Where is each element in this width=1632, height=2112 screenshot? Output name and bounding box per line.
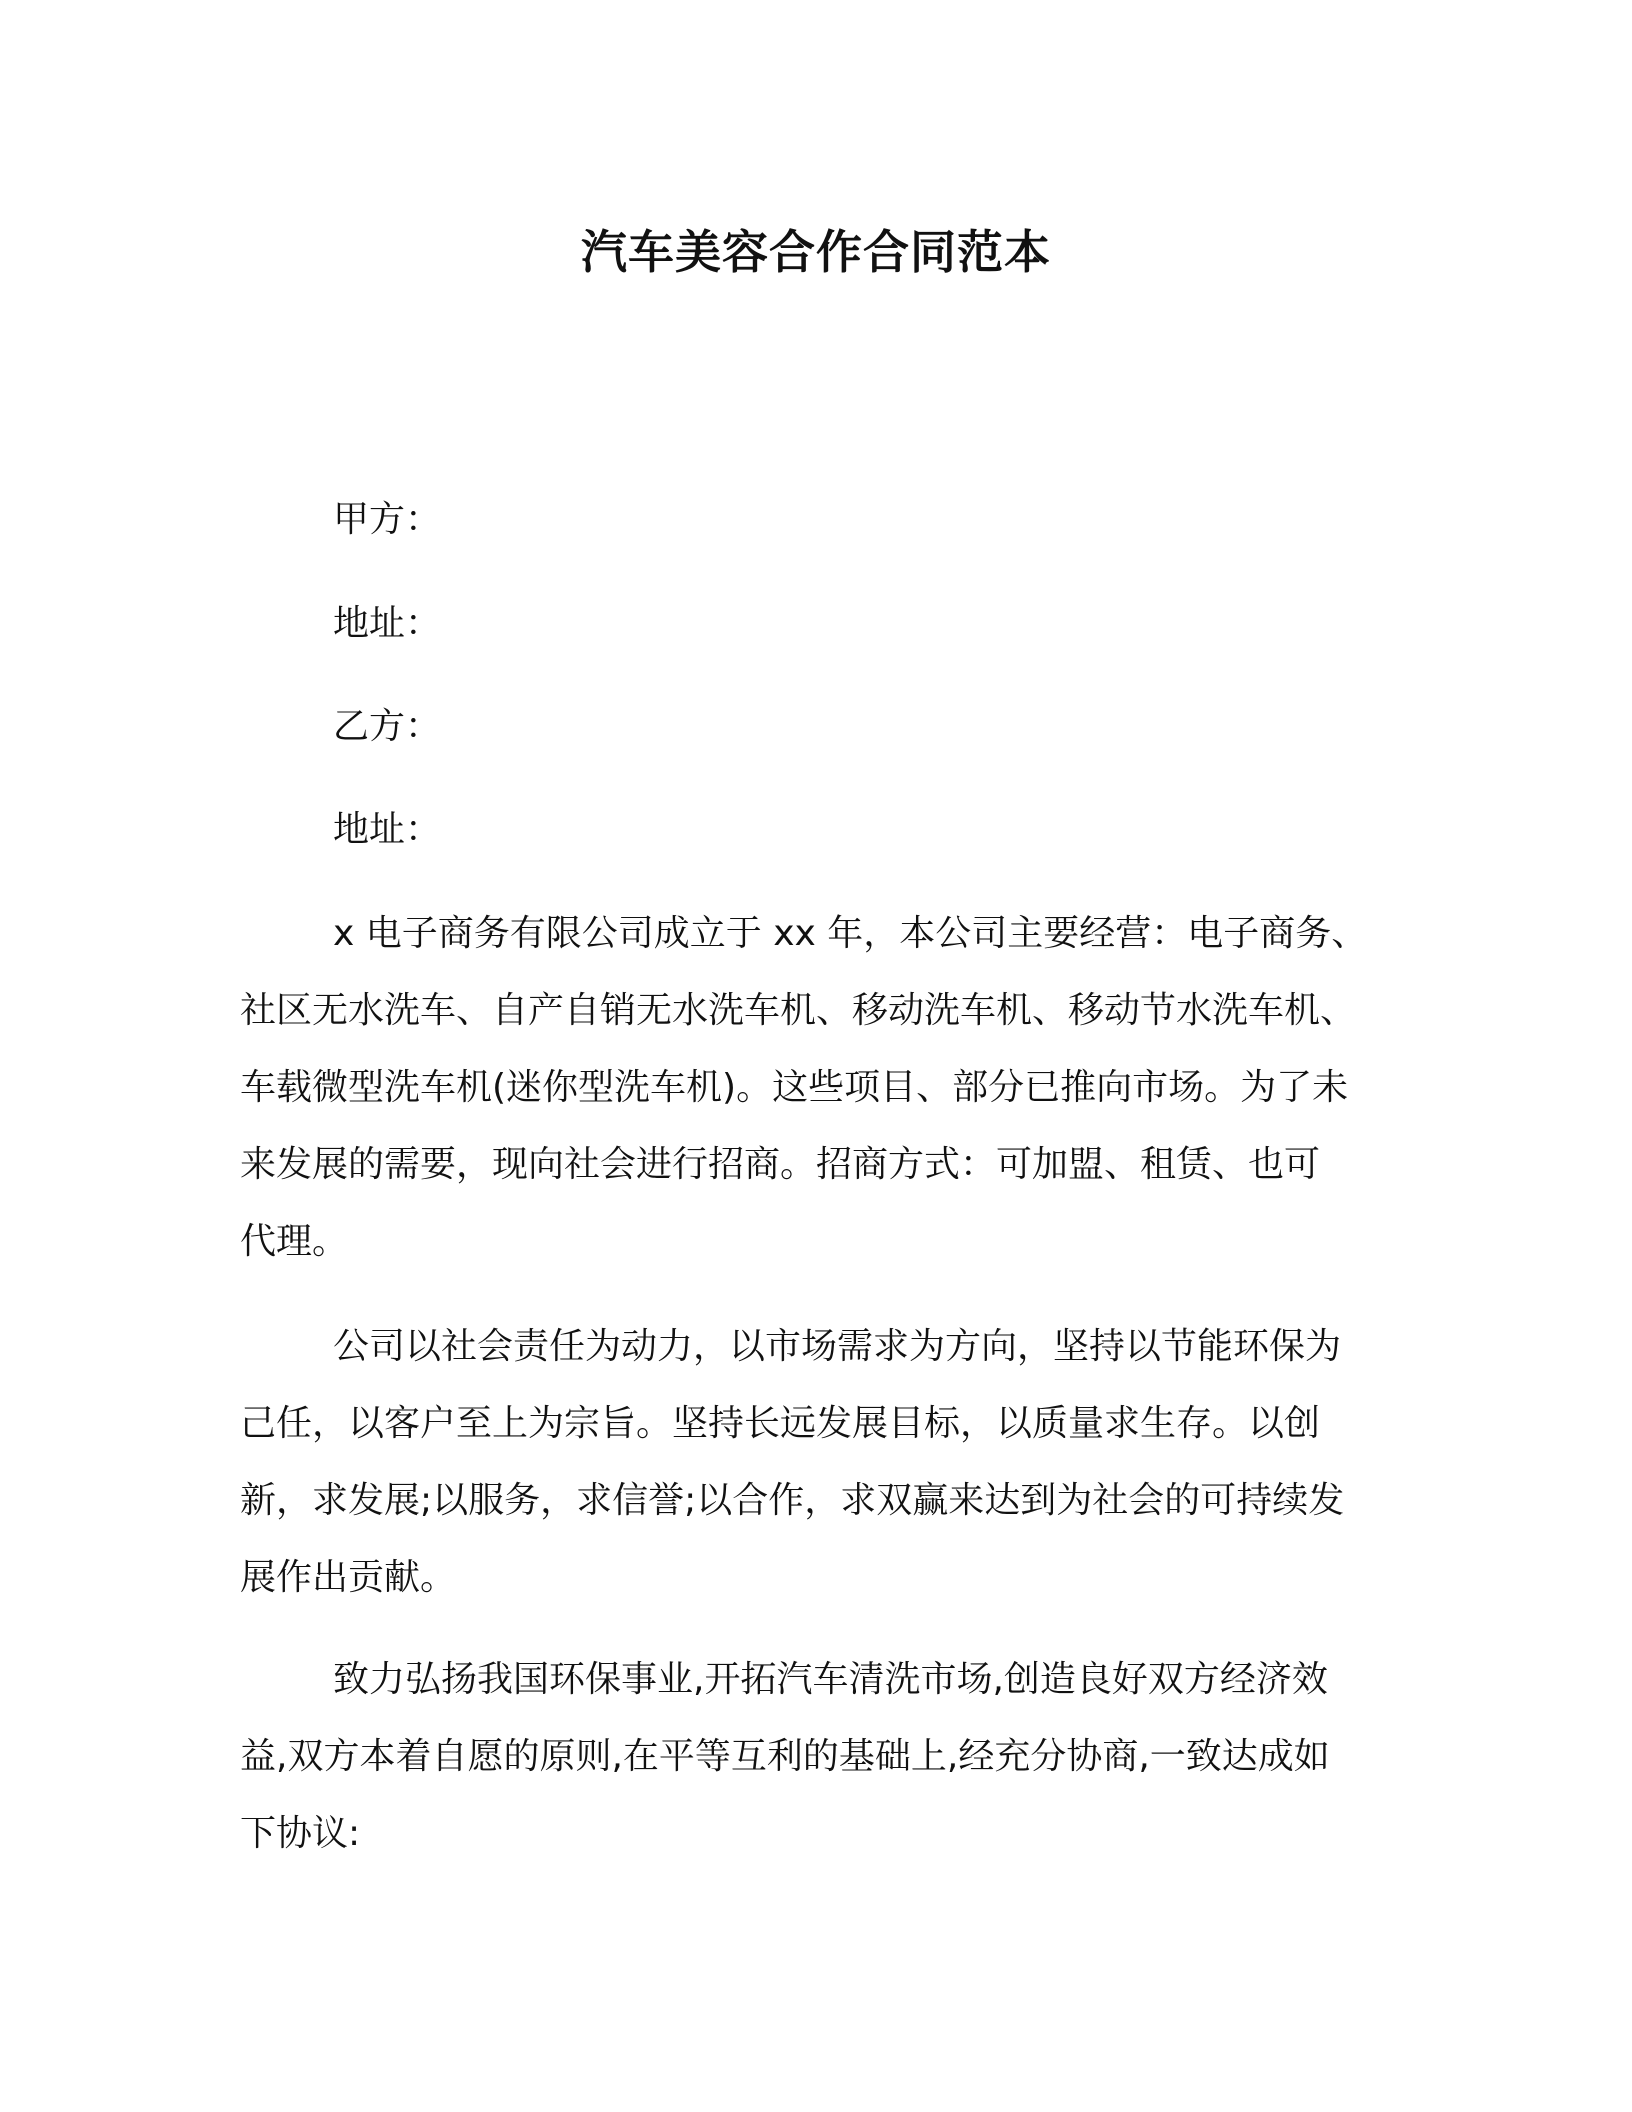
paragraph-line: 公司以社会责任为动力，以市场需求为方向，坚持以节能环保为 bbox=[333, 1326, 1342, 1367]
paragraph-agreement-intro bbox=[240, 1641, 1390, 1872]
paragraph-company-intro bbox=[240, 895, 1390, 1280]
paragraph-line: 来发展的需要，现向社会进行招商。招商方式：可加盟、租赁、也可 bbox=[240, 1144, 1321, 1185]
paragraph-line: 新，求发展;以服务，求信誉;以合作，求双赢来达到为社会的可持续发 bbox=[240, 1480, 1345, 1521]
paragraph-company-mission bbox=[240, 1308, 1390, 1616]
party-b-address-label: 地址： bbox=[333, 809, 442, 850]
paragraph-line: 社区无水洗车、自产自销无水洗车机、移动洗车机、移动节水洗车机、 bbox=[240, 990, 1357, 1031]
paragraph-line: x 电子商务有限公司成立于 xx 年，本公司主要经营：电子商务、 bbox=[333, 913, 1368, 954]
paragraph-line: 己任，以客户至上为宗旨。坚持长远发展目标，以质量求生存。以创 bbox=[240, 1403, 1321, 1444]
paragraph-line: 展作出贡献。 bbox=[240, 1557, 457, 1598]
party-a-label: 甲方： bbox=[333, 499, 442, 540]
party-a-address-label: 地址： bbox=[333, 603, 442, 644]
paragraph-line: 益,双方本着自愿的原则,在平等互利的基础上,经充分协商,一致达成如 bbox=[240, 1736, 1330, 1777]
paragraph-line: 车载微型洗车机(迷你型洗车机)。这些项目、部分已推向市场。为了未 bbox=[240, 1067, 1349, 1108]
paragraph-line: 致力弘扬我国环保事业,开拓汽车清洗市场,创造良好双方经济效 bbox=[333, 1659, 1328, 1700]
party-b-label: 乙方： bbox=[333, 706, 442, 747]
paragraph-line: 下协议: bbox=[240, 1813, 361, 1854]
paragraph-line: 代理。 bbox=[240, 1221, 349, 1262]
document-title: 汽车美容合作合同范本 bbox=[581, 225, 1051, 279]
